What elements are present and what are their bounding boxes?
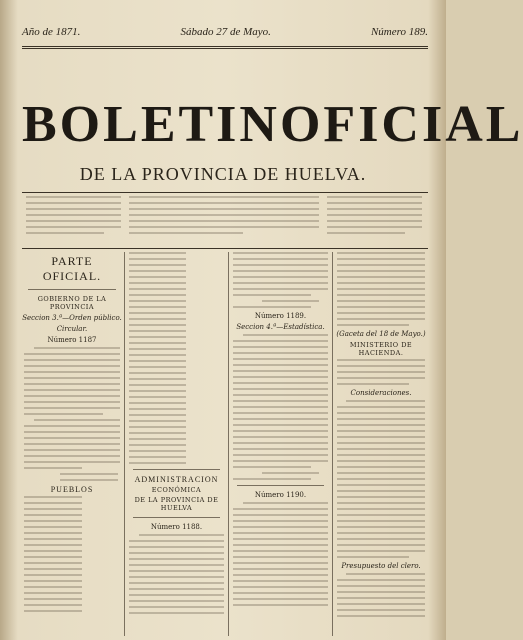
body-text [335, 359, 427, 385]
notice-number: Número 1187 [47, 336, 97, 344]
sub-heading: MINISTERIO DE HACIENDA. [349, 341, 413, 357]
column-separator [228, 252, 229, 636]
notice-number: Número 1189. [254, 312, 307, 320]
masthead [22, 92, 523, 158]
sub-heading: ECONÓMICA [151, 486, 202, 494]
column-separator [124, 252, 125, 636]
body-text [231, 334, 330, 480]
column-2 [127, 252, 226, 638]
masthead-right-word: OFICIAL [279, 96, 523, 153]
body-text [335, 252, 427, 326]
subscription-notice [24, 196, 424, 244]
body-text [335, 573, 427, 617]
issue-year: Año de 1871. [22, 26, 81, 38]
column-1 [22, 252, 122, 638]
sub-heading: Seccion 4.ª—Estadística. [236, 323, 325, 331]
sub-heading: Seccion 3.ª—Orden público. [22, 314, 122, 322]
column-3 [231, 252, 330, 638]
body-text [22, 347, 122, 469]
signature [22, 473, 122, 481]
town-list [22, 496, 122, 612]
subtitle-rule [22, 192, 428, 193]
notice-number: Número 1190. [254, 491, 307, 499]
body-text [127, 534, 226, 614]
issue-number: Número 189. [370, 26, 428, 38]
sub-heading: Circular. [56, 325, 88, 333]
notice-block-2 [129, 196, 319, 238]
sub-heading: PUEBLOS [50, 485, 94, 494]
town-list [127, 252, 226, 464]
body-text [335, 400, 427, 558]
notice-number: Número 1188. [150, 523, 203, 531]
column-separator [332, 252, 333, 636]
sub-heading: Consideraciones. [350, 389, 412, 397]
sub-heading: DE LA PROVINCIA DE HUELVA [134, 496, 219, 512]
columns-top-rule [22, 248, 428, 249]
masthead-subtitle: DE LA PROVINCIA DE HUELVA. [79, 164, 367, 184]
sub-heading: Presupuesto del clero. [341, 562, 421, 570]
column-4 [335, 252, 427, 638]
issue-date: Sábado 27 de Mayo. [180, 26, 271, 38]
section-heading: PARTE OFICIAL. [42, 254, 102, 283]
masthead-left-word: BOLETIN [22, 96, 280, 153]
sub-heading: (Gaceta del 18 de Mayo.) [336, 330, 426, 338]
sub-heading: GOBIERNO DE LA PROVINCIA [37, 295, 107, 311]
notice-block-1 [26, 196, 121, 238]
body-text [231, 502, 330, 606]
top-rule [22, 46, 428, 47]
top-rule-double [22, 48, 428, 49]
notice-block-3 [327, 196, 422, 238]
issue-line [22, 26, 428, 42]
section-heading: ADMINISTRACION [134, 475, 219, 484]
body-text [231, 252, 330, 308]
